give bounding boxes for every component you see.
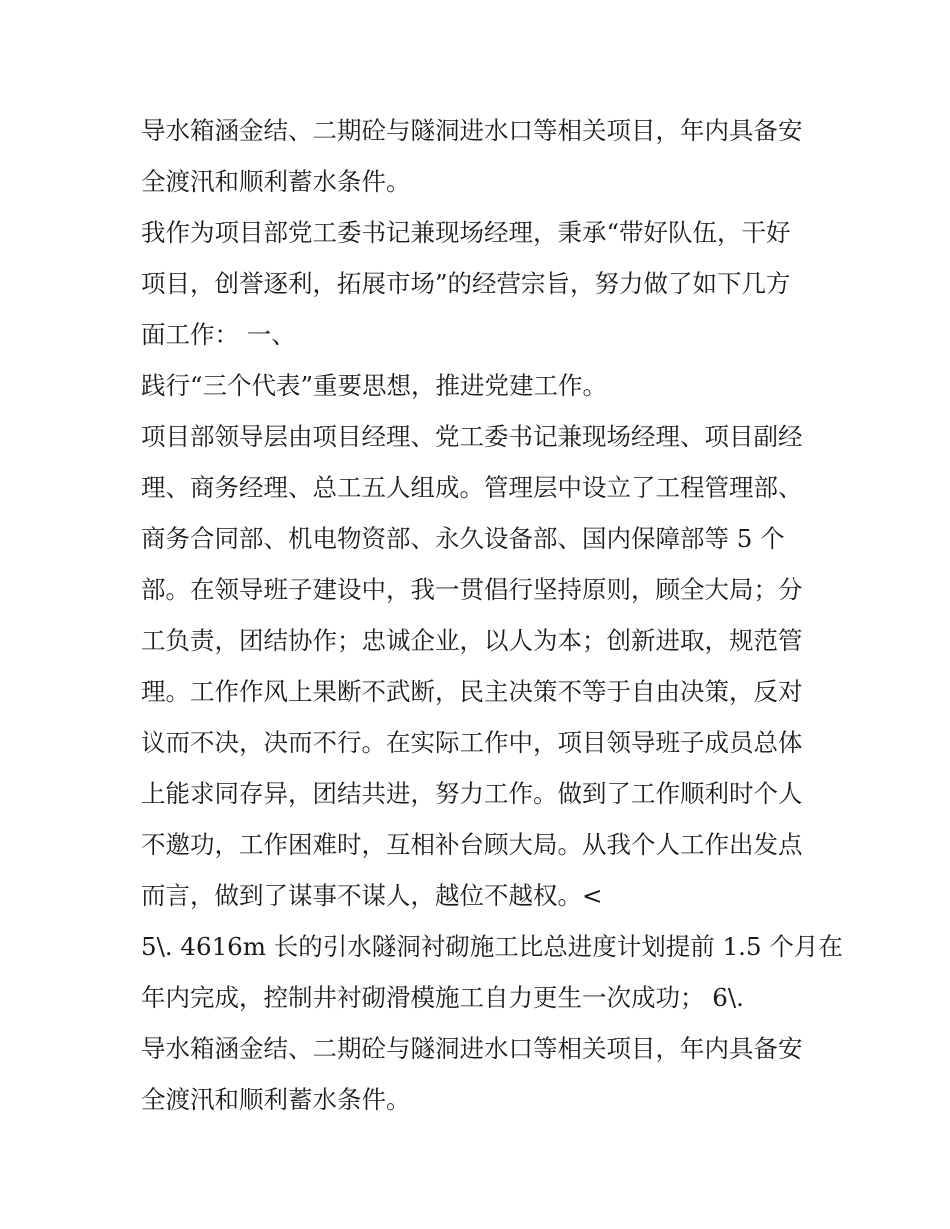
text-line: 项目部领导层由项目经理、党工委书记兼现场经理、项目副经 xyxy=(141,422,803,451)
text-line: 践行“三个代表”重要思想，推进党建工作。 xyxy=(141,371,608,400)
text-line: 我作为项目部党工委书记兼现场经理，秉承“带好队伍，干好 xyxy=(141,218,791,247)
text-line: 项目，创誉逐利，拓展市场”的经营宗旨，努力做了如下几方 xyxy=(141,269,791,298)
text-line: 部。在领导班子建设中，我一贯倡行坚持原则，顾全大局；分 xyxy=(141,575,803,604)
text-line: 商务合同部、机电物资部、永久设备部、国内保障部等 5 个 xyxy=(141,524,785,553)
text-line: 导水箱涵金结、二期砼与隧洞进水口等相关项目，年内具备安 xyxy=(141,1034,803,1063)
text-line: 工负责，团结协作；忠诚企业，以人为本；创新进取，规范管 xyxy=(141,626,803,655)
text-line: 全渡汛和顺利蓄水条件。 xyxy=(141,167,411,196)
text-line: 上能求同存异，团结共进，努力工作。做到了工作顺利时个人 xyxy=(141,779,803,808)
text-line: 不邀功，工作困难时，互相补台顾大局。从我个人工作出发点 xyxy=(141,830,803,859)
text-line: 议而不决，决而不行。在实际工作中，项目领导班子成员总体 xyxy=(141,728,803,757)
document-body xyxy=(141,105,843,1125)
text-line: 面工作： 一、 xyxy=(141,320,296,349)
text-line: 年内完成，控制井衬砌滑模施工自力更生一次成功； 6\. xyxy=(141,983,744,1012)
text-line: 而言，做到了谋事不谋人，越位不越权。< xyxy=(141,881,603,910)
text-line: 全渡汛和顺利蓄水条件。 xyxy=(141,1085,411,1114)
text-line: 5\. 4616m 长的引水隧洞衬砌施工比总进度计划提前 1.5 个月在 xyxy=(141,932,843,961)
text-line: 理。工作作风上果断不武断，民主决策不等于自由决策，反对 xyxy=(141,677,803,706)
text-line: 理、商务经理、总工五人组成。管理层中设立了工程管理部、 xyxy=(141,473,803,502)
text-line: 导水箱涵金结、二期砼与隧洞进水口等相关项目，年内具备安 xyxy=(141,116,803,145)
